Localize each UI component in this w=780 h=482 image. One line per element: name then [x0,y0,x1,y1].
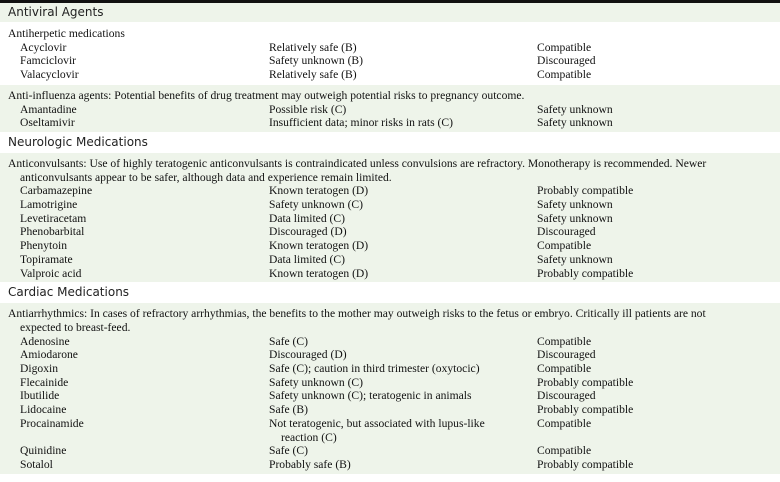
table-row [0,103,780,117]
table-row [0,389,780,403]
drug-name: Phenobarbital [20,225,85,239]
drug-name: Valproic acid [20,266,82,280]
drug-name: Phenytoin [20,239,68,253]
table-row [0,335,780,349]
pregnancy-safety-text: Relatively safe (B) [269,40,357,54]
pregnancy-safety-text: Not teratogenic, but associated with lupus-like [269,416,485,430]
drug-name: Amiodarone [20,348,78,362]
pregnancy-safety [269,362,537,376]
table-row [0,116,780,130]
drug-group [0,153,780,283]
table-row [0,212,780,226]
breastfeeding-safety: Probably compatible [537,375,634,389]
pregnancy-safety-text: Relatively safe (B) [269,68,357,82]
group-note-text: Anticonvulsants: Use of highly teratogenic anticonvulsants is contraindicated unless convulsions are refractory. Monotherapy is recommended. Newer [8,156,707,170]
pregnancy-safety-text: Known teratogen (D) [269,239,369,253]
pregnancy-safety [269,68,537,82]
table-row [0,444,780,458]
table-row [0,184,780,198]
breastfeeding-safety: Probably compatible [537,184,634,198]
pregnancy-safety-text: Safe (C) [269,444,308,458]
pregnancy-safety-continued: reaction (C) [281,430,337,444]
group-note-text: Antiherpetic medications [8,27,125,40]
drug-name: Lamotrigine [20,198,78,212]
group-note-continued: expected to breast-feed. [20,320,131,334]
table-row [0,41,780,55]
breastfeeding-safety: Compatible [537,68,592,82]
table-row [0,376,780,390]
breastfeeding-safety: Safety unknown [537,116,613,130]
drug-name: Levetiracetam [20,211,87,225]
pregnancy-safety [269,253,537,267]
table-row [0,348,780,362]
breastfeeding-safety: Safety unknown [537,102,613,116]
pregnancy-safety [269,184,537,198]
section-header: Cardiac Medications [0,283,780,303]
pregnancy-safety [269,376,537,390]
pregnancy-safety-text: Safe (C); caution in third trimester (oxytocic) [269,362,480,376]
breastfeeding-safety: Compatible [537,416,592,430]
table-row [0,458,780,472]
drug-name: Valacyclovir [20,68,79,82]
drug-name: Carbamazepine [20,184,93,198]
pregnancy-safety-text: Data limited (C) [269,252,345,266]
table-row [0,267,780,281]
group-note [0,27,780,41]
drug-name: Oseltamivir [20,116,75,130]
pregnancy-safety-text: Possible risk (C) [269,102,347,116]
pregnancy-safety [269,458,537,472]
pregnancy-safety [269,239,537,253]
breastfeeding-safety: Probably compatible [537,457,634,471]
group-note [0,157,780,184]
drug-name: Famciclovir [20,54,77,68]
table-row [0,239,780,253]
drug-group [0,23,780,85]
pregnancy-safety-text: Probably safe (B) [269,457,351,471]
drug-name: Lidocaine [20,403,67,417]
pregnancy-safety-text: Data limited (C) [269,211,345,225]
group-note [0,307,780,334]
pregnancy-safety-text: Safety unknown (C); teratogenic in animals [269,389,472,403]
pregnancy-safety [269,444,537,458]
pregnancy-safety-text: Known teratogen (D) [269,266,369,280]
breastfeeding-safety: Compatible [537,40,592,54]
pregnancy-safety [269,198,537,212]
pregnancy-safety [269,417,537,444]
pregnancy-safety [269,335,537,349]
pregnancy-safety-text: Safety unknown (C) [269,375,364,389]
drug-name: Amantadine [20,102,77,116]
drug-name: Procainamide [20,416,84,430]
breastfeeding-safety: Discouraged [537,348,596,362]
pregnancy-safety-text: Known teratogen (D) [269,184,369,198]
pregnancy-safety [269,389,537,403]
pregnancy-safety-text: Insufficient data; minor risks in rats (C) [269,116,453,130]
pregnancy-safety [269,212,537,226]
pregnancy-safety-text: Safety unknown (B) [269,54,364,68]
pregnancy-safety [269,41,537,55]
drug-name: Ibutilide [20,389,60,403]
breastfeeding-safety: Safety unknown [537,211,613,225]
drug-name: Topiramate [20,252,73,266]
table-row [0,253,780,267]
drug-name: Digoxin [20,362,59,376]
breastfeeding-safety: Safety unknown [537,252,613,266]
table-row [0,54,780,68]
drug-safety-table [0,3,780,475]
section-header: Antiviral Agents [0,3,780,23]
section-header: Neurologic Medications [0,133,780,153]
pregnancy-safety [269,348,537,362]
group-note-text: Antiarrhythmics: In cases of refractory arrhythmias, the benefits to the mother may outweigh risks to the fetus or embryo. Critically ill patients are not [8,307,706,321]
breastfeeding-safety: Discouraged [537,389,596,403]
pregnancy-safety [269,116,537,130]
table-row [0,198,780,212]
breastfeeding-safety: Safety unknown [537,198,613,212]
drug-name: Flecainide [20,375,69,389]
drug-group [0,85,780,133]
drug-name: Quinidine [20,444,67,458]
breastfeeding-safety: Probably compatible [537,403,634,417]
drug-name: Adenosine [20,334,70,348]
pregnancy-safety-text: Safe (C) [269,334,308,348]
pregnancy-safety-text: Discouraged (D) [269,225,347,239]
breastfeeding-safety: Compatible [537,362,592,376]
group-note [0,89,780,103]
pregnancy-safety [269,225,537,239]
group-note-continued: anticonvulsants appear to be safer, although data and experience remain limited. [20,170,392,184]
drug-group [0,303,780,474]
breastfeeding-safety: Discouraged [537,225,596,239]
pregnancy-safety-text: Discouraged (D) [269,348,347,362]
group-note-text: Anti-influenza agents: Potential benefits of drug treatment may outweigh potential risks to pregnancy outcome. [8,88,525,102]
pregnancy-safety [269,403,537,417]
breastfeeding-safety: Compatible [537,239,592,253]
drug-name: Acyclovir [20,40,67,54]
pregnancy-safety-text: Safety unknown (C) [269,198,364,212]
breastfeeding-safety: Discouraged [537,54,596,68]
pregnancy-safety [269,54,537,68]
table-row [0,68,780,82]
pregnancy-safety [269,267,537,281]
pregnancy-safety-text: Safe (B) [269,403,308,417]
breastfeeding-safety: Probably compatible [537,266,634,280]
table-row [0,417,780,444]
table-row [0,403,780,417]
table-row [0,362,780,376]
table-row [0,225,780,239]
breastfeeding-safety: Compatible [537,444,592,458]
breastfeeding-safety: Compatible [537,334,592,348]
pregnancy-safety [269,103,537,117]
drug-name: Sotalol [20,457,53,471]
